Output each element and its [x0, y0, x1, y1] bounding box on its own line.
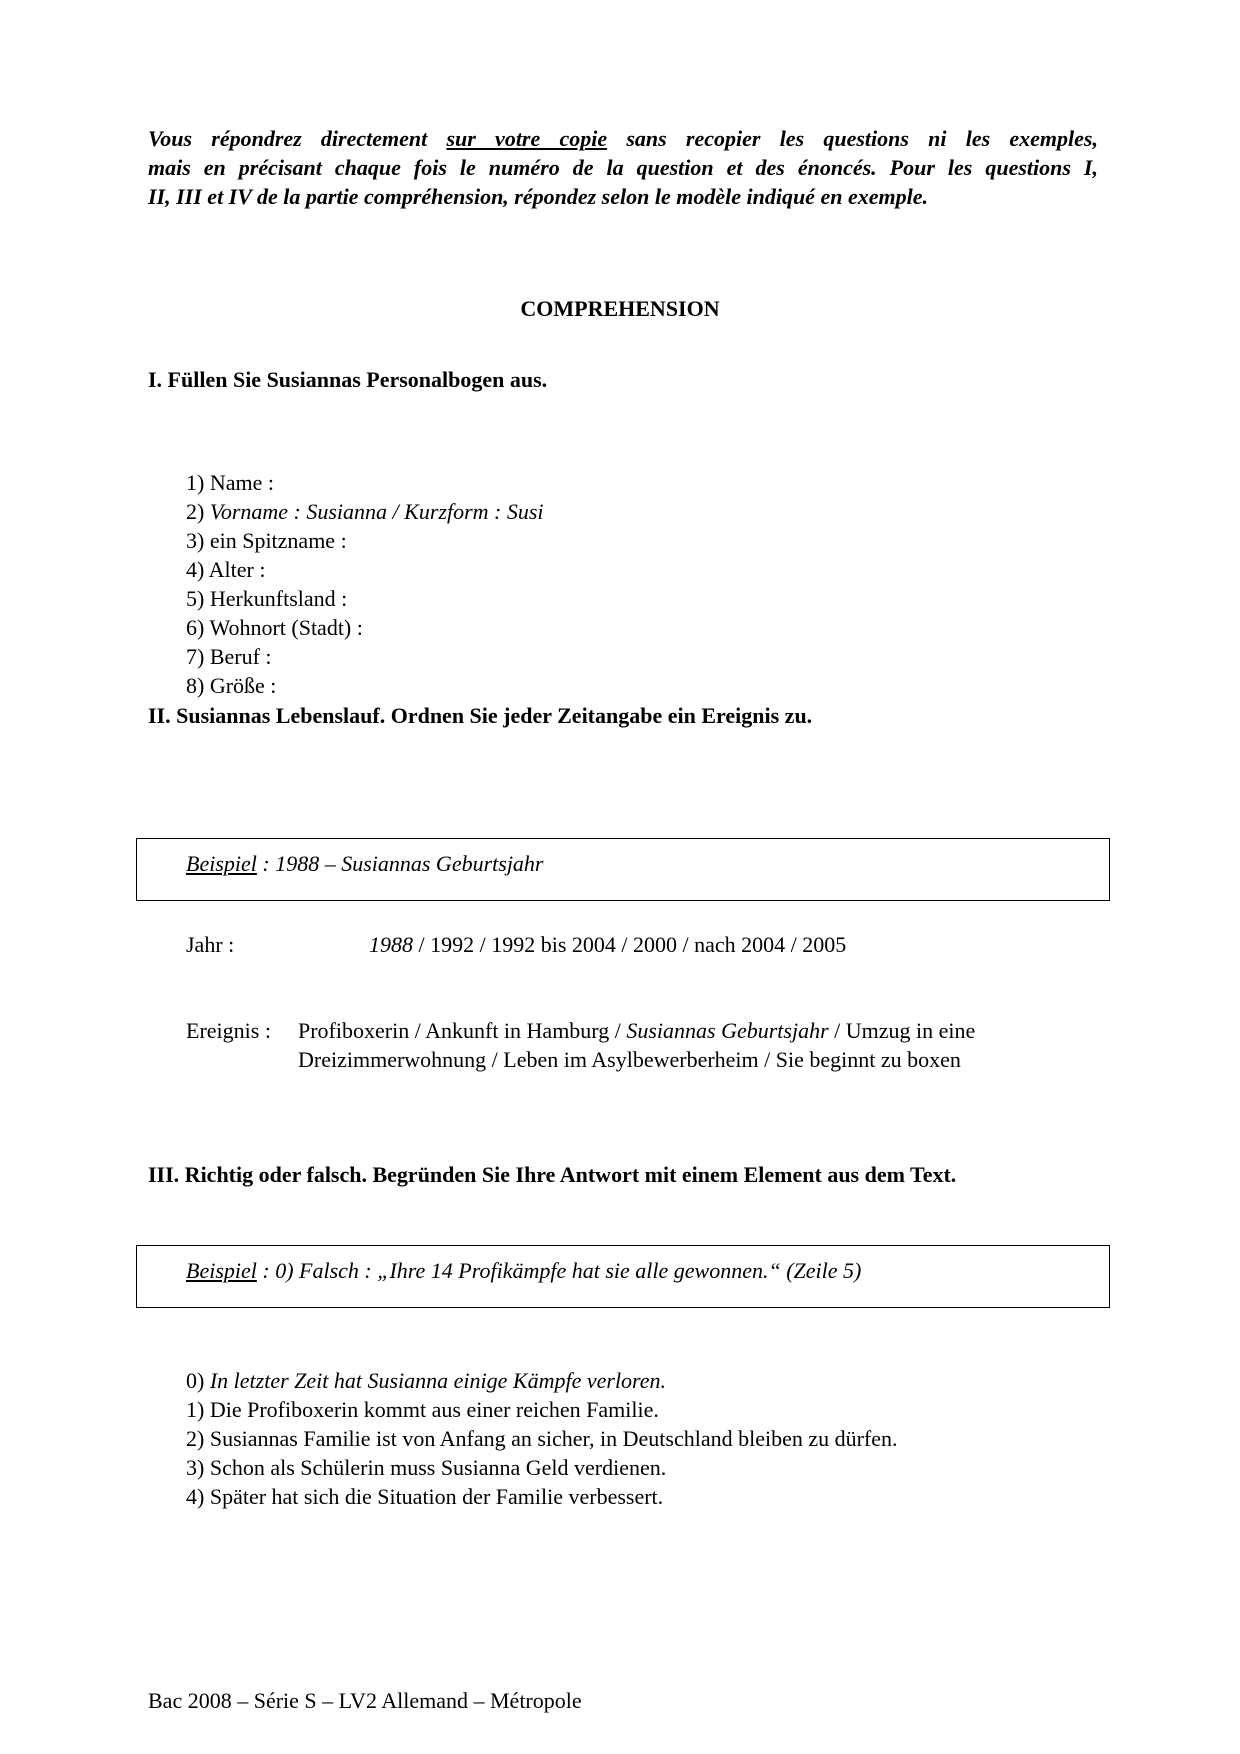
list-item [186, 526, 544, 555]
list-item [186, 1482, 898, 1511]
ereignis-values [298, 1016, 975, 1074]
ereignis-line-2: Dreizimmerwohnung / Leben im Asylbewerberheim / Sie beginnt zu boxen [298, 1047, 961, 1072]
item-text: Susiannas Familie ist von Anfang an sicher, in Deutschland bleiben zu dürfen. [209, 1426, 898, 1451]
list-item [186, 497, 544, 526]
part3-heading: III. Richtig oder falsch. Begründen Sie Ihre Antwort mit einem Element aus dem Text. [148, 1162, 957, 1187]
item-number: 4) [186, 557, 205, 582]
item-number: 2) [186, 1426, 205, 1451]
instructions [148, 124, 1098, 211]
section-title: COMPREHENSION [520, 296, 720, 321]
list-item [186, 671, 544, 700]
item-text: Alter : [208, 557, 266, 582]
item-text: ein Spitzname : [209, 528, 347, 553]
ereignis-line-1: Profiboxerin / Ankunft in Hamburg / Susiannas Geburtsjahr / Umzug in eine [298, 1018, 976, 1043]
item-number: 3) [186, 1455, 205, 1480]
list-item [186, 1453, 898, 1482]
list-item [186, 613, 544, 642]
item-text: Schon als Schülerin muss Susianna Geld verdienen. [209, 1455, 667, 1480]
part2-heading: II. Susiannas Lebenslauf. Ordnen Sie jeder Zeitangabe ein Ereignis zu. [148, 703, 813, 728]
ereignis-label: Ereignis : [186, 1018, 271, 1043]
instructions-emphasis: sur votre copie [446, 126, 608, 151]
part3-list [186, 1366, 898, 1511]
instructions-line-1: Vous répondrez directement sur votre copie sans recopier les questions ni les exemples, [148, 126, 1098, 151]
item-number: 1) [186, 1397, 205, 1422]
item-text: Herkunftsland : [209, 586, 348, 611]
item-text: Wohnort (Stadt) : [209, 615, 363, 640]
part3-example: Beispiel : 0) Falsch : „Ihre 14 Profikämpfe hat sie alle gewonnen.“ (Zeile 5) [186, 1258, 862, 1283]
item-text: Name : [209, 470, 274, 495]
item-number: 8) [186, 673, 205, 698]
item-text: Beruf : [209, 644, 272, 669]
item-text: Später hat sich die Situation der Familie verbessert. [209, 1484, 664, 1509]
list-item [186, 555, 544, 584]
item-number: 2) [186, 499, 205, 524]
item-number: 4) [186, 1484, 205, 1509]
list-item [186, 584, 544, 613]
part3-example-box [136, 1245, 1110, 1308]
jahr-label: Jahr : [186, 932, 235, 957]
item-text: Größe : [209, 673, 277, 698]
list-item [186, 1395, 898, 1424]
item-number: 1) [186, 470, 205, 495]
part1-list [186, 468, 544, 700]
item-text: Die Profiboxerin kommt aus einer reichen Familie. [209, 1397, 659, 1422]
part2-example-box [136, 838, 1110, 901]
item-text: In letzter Zeit hat Susianna einige Kämpfe verloren. [209, 1368, 667, 1393]
part2-example: Beispiel : 1988 – Susiannas Geburtsjahr [186, 851, 544, 876]
list-item [186, 468, 544, 497]
list-item [186, 1366, 898, 1395]
item-number: 0) [186, 1368, 205, 1393]
instructions-line-2: mais en précisant chaque fois le numéro de la question et des énoncés. Pour les questions I, [148, 155, 1098, 180]
item-text: Vorname : Susianna / Kurzform : Susi [209, 499, 544, 524]
part1-heading: I. Füllen Sie Susiannas Personalbogen aus. [148, 367, 548, 392]
item-number: 5) [186, 586, 205, 611]
item-number: 7) [186, 644, 205, 669]
list-item [186, 1424, 898, 1453]
instructions-line-3: II, III et IV de la partie compréhension, répondez selon le modèle indiqué en exemple. [148, 184, 928, 209]
page-footer: Bac 2008 – Série S – LV2 Allemand – Métropole [148, 1688, 582, 1713]
list-item [186, 642, 544, 671]
jahr-values: 1988 / 1992 / 1992 bis 2004 / 2000 / nach 2004 / 2005 [369, 932, 847, 957]
item-number: 3) [186, 528, 205, 553]
item-number: 6) [186, 615, 205, 640]
